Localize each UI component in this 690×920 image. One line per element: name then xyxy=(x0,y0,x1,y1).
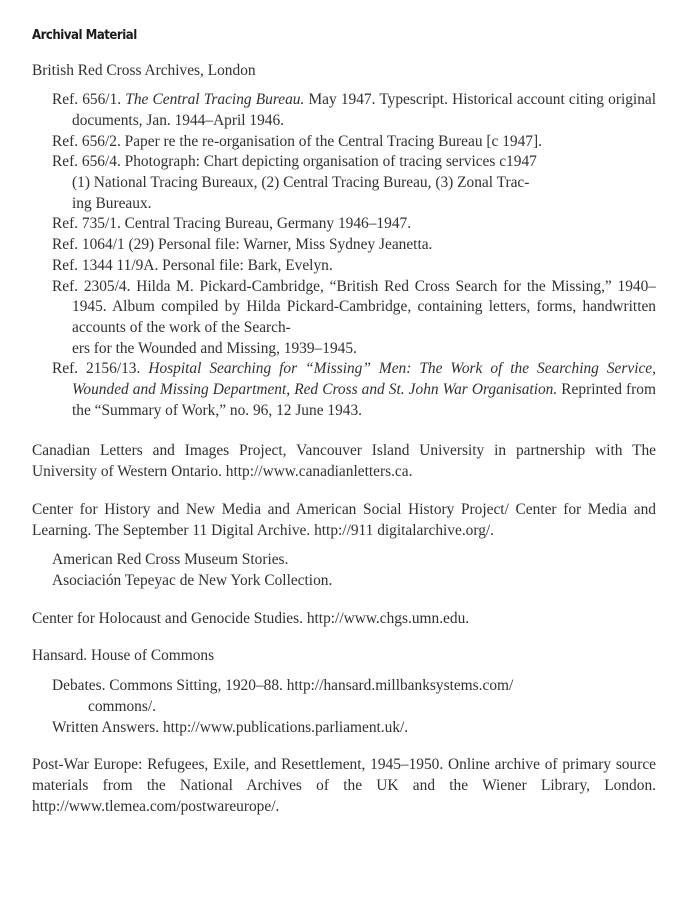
bibliography-entry-center-holocaust-genocide: Center for Holocaust and Genocide Studies. http://www.chgs.umn.edu. xyxy=(32,609,470,627)
entry-rest: Reprinted from the “Summary of Work,” no. 96, 12 June 1943. xyxy=(72,381,656,419)
spacer xyxy=(32,629,656,646)
bibliography-entry-ref-735-1: Ref. 735/1. Central Tracing Bureau, Germany 1946–1947. xyxy=(52,215,412,233)
entry-italic-title: Hospital Searching for “Missing” Men: The Work of the Searching Service, Wounded and Missing Department, Red Cross and St. John War Organisation. xyxy=(72,360,656,399)
bibliography-entry-ref-2156-13 xyxy=(32,359,656,421)
bibliography-entry-ref-2305-4-lastline: ers for the Wounded and Missing, 1939–1945. xyxy=(72,339,357,357)
entry-rest: May 1947. Typescript. Historical account citing original documents, Jan. 1944–April 1946. xyxy=(72,91,656,129)
spacer xyxy=(32,483,656,500)
bibliography-source-title-hansard: Hansard. House of Commons xyxy=(32,647,215,665)
bibliography-subitem-hansard-written-answers: Written Answers. http://www.publications.parliament.uk/. xyxy=(52,718,409,736)
bibliography-subitem-hansard-debates: Debates. Commons Sitting, 1920–88. http://hansard.millbanksystems.com/ xyxy=(52,677,514,695)
spacer xyxy=(32,81,656,90)
bibliography-entry-ref-656-1 xyxy=(32,90,656,131)
bibliography-entry-ref-656-4-continuation: (1) National Tracing Bureaux, (2) Central Tracing Bureau, (3) Zonal Trac- xyxy=(72,174,530,192)
spacer xyxy=(32,421,656,441)
bibliography-entry-ref-1064-1: Ref. 1064/1 (29) Personal file: Warner, Miss Sydney Jeanetta. xyxy=(52,236,433,254)
page-content xyxy=(32,28,656,817)
bibliography-entry-canadian-letters: Canadian Letters and Images Project, Vancouver Island University in partnership with The University of Western Ontario. http://www.canadianletters.ca. xyxy=(32,442,656,481)
spacer xyxy=(32,541,656,550)
bibliography-entry-ref-656-2: Ref. 656/2. Paper re the re-organisation of the Central Tracing Bureau [c 1947]. xyxy=(52,132,542,150)
section-heading-archival-material: Archival Material xyxy=(32,27,137,43)
spacer xyxy=(32,738,656,755)
spacer xyxy=(32,592,656,609)
bibliography-entry-ref-656-4: Ref. 656/4. Photograph: Chart depicting organisation of tracing services c1947 xyxy=(52,153,537,171)
bibliography-subitem-asociacion-tepeyac: Asociación Tepeyac de New York Collection. xyxy=(52,571,333,589)
bibliography-entry-ref-656-4-continuation2: ing Bureaux. xyxy=(72,194,152,212)
bibliography-entry-center-for-history: Center for History and New Media and American Social History Project/ Center for Media and Learning. The September 11 Digital Archive. http://911 digitalarchive.org/. xyxy=(32,500,656,539)
entry-prefix: Ref. 2156/13. xyxy=(52,360,141,378)
entry-prefix: Ref. 656/1. xyxy=(52,91,122,109)
bibliography-entry-ref-1344-11-9a: Ref. 1344 11/9A. Personal file: Bark, Evelyn. xyxy=(52,256,333,274)
bibliography-source-title-british-red-cross: British Red Cross Archives, London xyxy=(32,61,256,79)
bibliography-subitem-arc-museum-stories: American Red Cross Museum Stories. xyxy=(52,551,289,569)
bibliography-entry-ref-2305-4: Ref. 2305/4. Hilda M. Pickard-Cambridge, “British Red Cross Search for the Missing,” 1940–1945. Album compiled by Hilda Pickard-Cambridge, containing letters, forms, handwritten accounts of the work of the Search- xyxy=(52,277,656,336)
bibliography-subitem-hansard-debates-continuation: commons/. xyxy=(88,697,156,715)
bibliography-entry-post-war-europe: Post-War Europe: Refugees, Exile, and Resettlement, 1945–1950. Online archive of primary source materials from the National Archives of the UK and the Wiener Library, London. http://www.tlemea.com/postwareurope/. xyxy=(32,756,656,815)
entry-italic-title: The Central Tracing Bureau. xyxy=(125,91,305,109)
spacer xyxy=(32,667,656,676)
